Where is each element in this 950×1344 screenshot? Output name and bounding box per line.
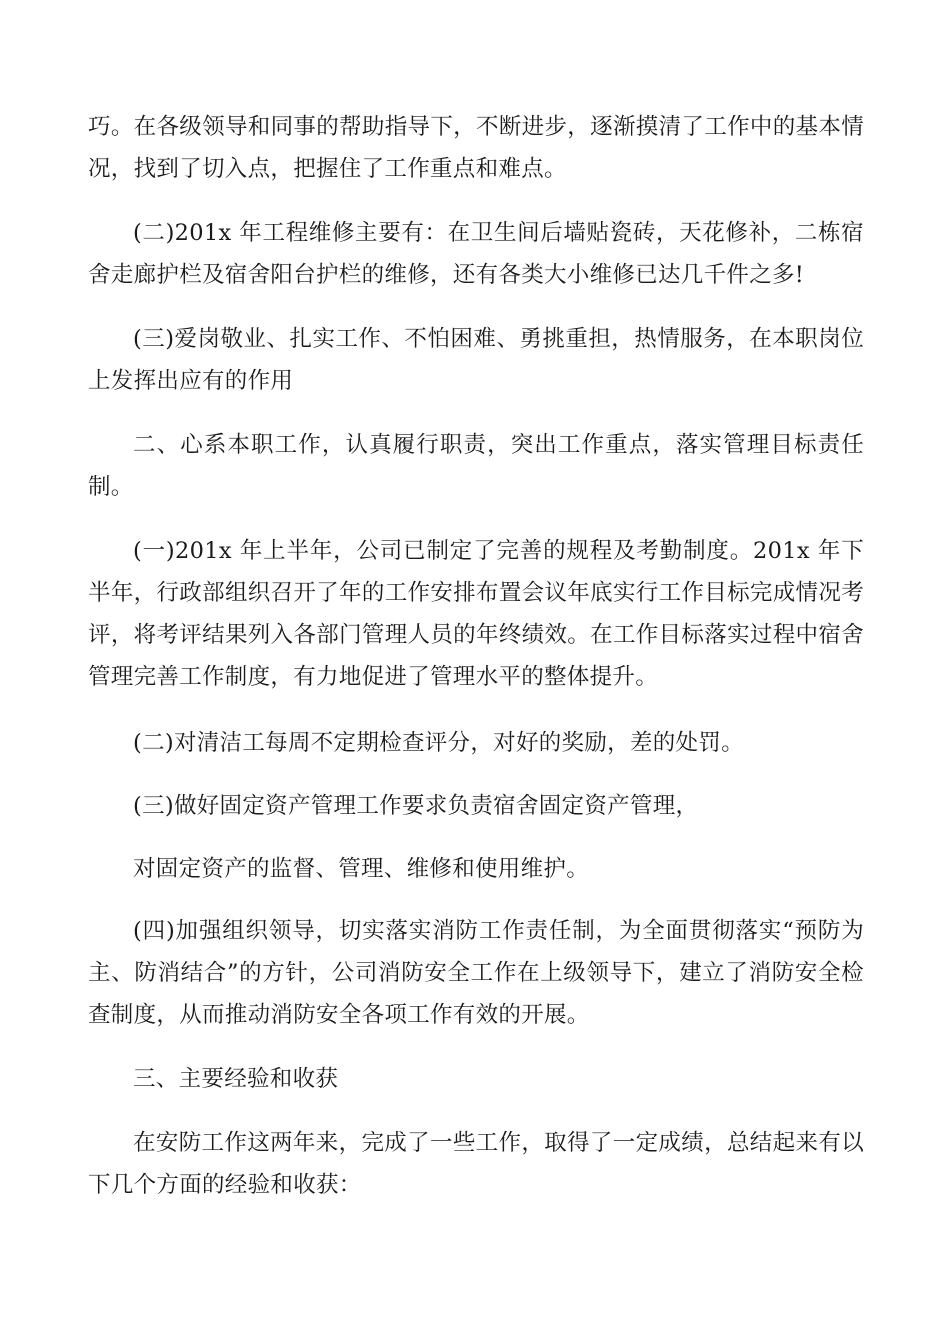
section-heading-2: 二、心系本职工作，认真履行职责，突出工作重点，落实管理目标责任制。 [88,432,864,500]
paragraph-7: 对固定资产的监督、管理、维修和使用维护。 [133,856,590,882]
paragraph-3: (三)爱岗敬业、扎实工作、不怕困难、勇挑重担，热情服务，在本职岗位上发挥出应有的作用 [88,326,864,394]
paragraph-8: (四)加强组织领导，切实落实消防工作责任制，为全面贯彻落实“预防为主、防消结合”的方针，公司消防安全工作在上级领导下，建立了消防安全检查制度，从而推动消防安全各项工作有效的开展。 [88,918,864,1028]
section-heading-3: 三、主要经验和收获 [133,1066,339,1092]
paragraph-5: (二)对清洁工每周不定期检查评分，对好的奖励，差的处罚。 [133,730,744,756]
paragraph-2: (二)201x 年工程维修主要有：在卫生间后墙贴瓷砖，天花修补，二栋宿舍走廊护栏及宿舍阳台护栏的维修，还有各类大小维修已达几千件之多! [88,220,864,288]
paragraph-4: (一)201x 年上半年，公司已制定了完善的规程及考勤制度。201x 年下半年，行政部组织召开了年的工作安排布置会议年底实行工作目标完成情况考评，将考评结果列入各部门管理人员的年终绩效。在工作目标落实过程中宿舍管理完善工作制度，有力地促进了管理水平的整体提升。 [88,538,864,690]
paragraph-9: 在安防工作这两年来，完成了一些工作，取得了一定成绩，总结起来有以下几个方面的经验和收获： [88,1130,864,1198]
paragraph-1: 巧。在各级领导和同事的帮助指导下，不断进步，逐渐摸清了工作中的基本情况，找到了切入点，把握住了工作重点和难点。 [88,114,864,182]
paragraph-6: (三)做好固定资产管理工作要求负责宿舍固定资产管理， [133,793,699,819]
